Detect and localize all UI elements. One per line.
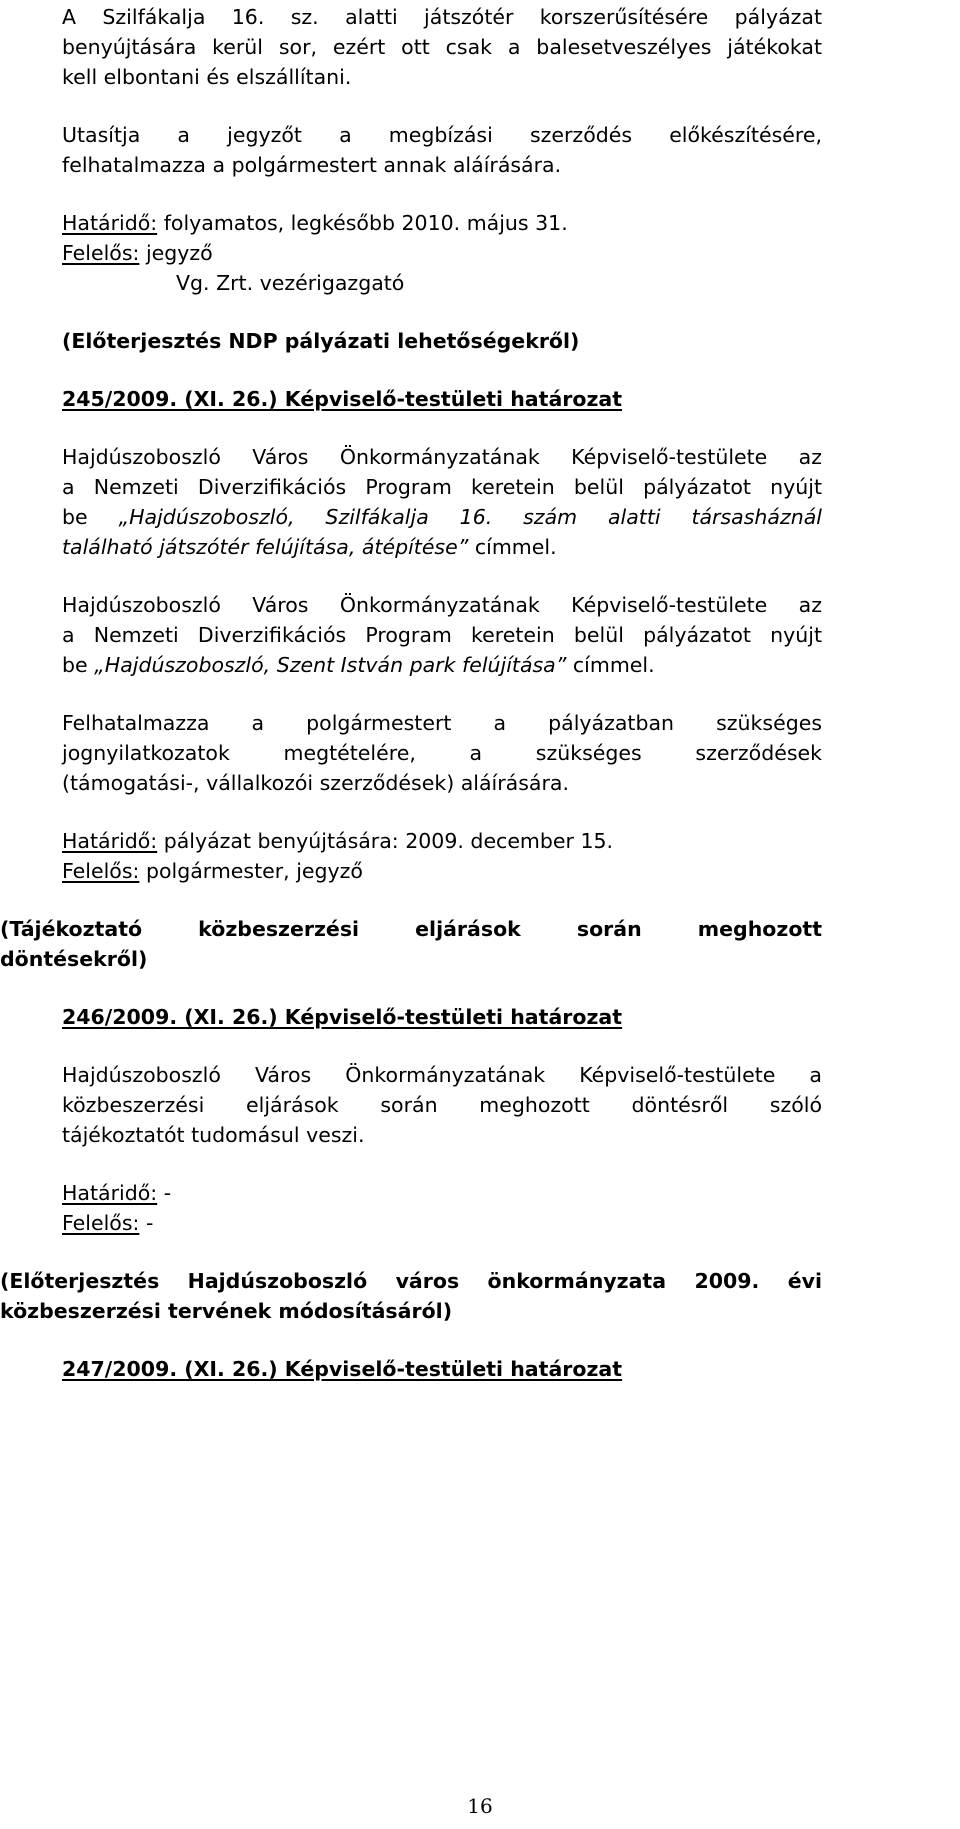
section-heading: (Előterjesztés Hajdúszoboszló város önkormányzata 2009. évi bbox=[0, 1269, 822, 1293]
intro-line: benyújtására kerül sor, ezért ott csak a balesetveszélyes játékokat bbox=[62, 35, 822, 59]
intro-line: A Szilfákalja 16. sz. alatti játszótér korszerűsítésére pályázat bbox=[62, 5, 822, 29]
project-title: „Hajdúszoboszló, Szent István park felújítása” bbox=[94, 653, 567, 677]
deadline-value: - bbox=[157, 1181, 172, 1205]
paragraph-line: a Nemzeti Diverzifikációs Program keretein belül pályázatot nyújt bbox=[62, 475, 822, 499]
deadline-line bbox=[62, 828, 613, 854]
paragraph-text: címmel. bbox=[468, 535, 557, 559]
contract-line: felhatalmazza a polgármestert annak aláírására. bbox=[62, 153, 562, 177]
resolution-title: 246/2009. (XI. 26.) Képviselő-testületi határozat bbox=[62, 1005, 623, 1029]
paragraph-line: Hajdúszoboszló Város Önkormányzatának Képviselő-testülete az bbox=[62, 445, 822, 469]
contract-line: Utasítja a jegyzőt a megbízási szerződés előkészítésére, bbox=[62, 123, 822, 147]
deadline-value: pályázat benyújtására: 2009. december 15. bbox=[157, 829, 614, 853]
section-heading: döntésekről) bbox=[0, 947, 148, 971]
paragraph-line: közbeszerzési eljárások során meghozott döntésről szóló bbox=[62, 1093, 822, 1117]
responsible-label: Felelős: bbox=[62, 1211, 140, 1235]
project-title: található játszótér felújítása, átépítése” bbox=[62, 535, 469, 559]
responsible-line bbox=[62, 1210, 153, 1236]
paragraph-line: Felhatalmazza a polgármestert a pályázatban szükséges bbox=[62, 711, 822, 735]
paragraph-line: (támogatási-, vállalkozói szerződések) aláírására. bbox=[62, 771, 569, 795]
project-title: „Hajdúszoboszló, Szilfákalja 16. szám alatti társasháznál bbox=[118, 505, 822, 529]
paragraph-line: tájékoztatót tudomásul veszi. bbox=[62, 1123, 365, 1147]
paragraph-line: Hajdúszoboszló Város Önkormányzatának Képviselő-testülete a bbox=[62, 1063, 822, 1087]
paragraph-line: Hajdúszoboszló Város Önkormányzatának Képviselő-testülete az bbox=[62, 593, 822, 617]
responsible-label: Felelős: bbox=[62, 241, 140, 265]
paragraph-line bbox=[62, 534, 557, 560]
deadline-value: folyamatos, legkésőbb 2010. május 31. bbox=[157, 211, 568, 235]
deadline-line bbox=[62, 1180, 171, 1206]
paragraph-line bbox=[62, 504, 822, 530]
responsible-value: polgármester, jegyző bbox=[139, 859, 363, 883]
paragraph-text: be bbox=[62, 653, 95, 677]
paragraph-text: címmel. bbox=[566, 653, 655, 677]
section-heading: (Tájékoztató közbeszerzési eljárások során meghozott bbox=[0, 917, 822, 941]
paragraph-text: be bbox=[62, 505, 119, 529]
responsible-label: Felelős: bbox=[62, 859, 140, 883]
responsible-line bbox=[62, 240, 213, 266]
responsible-value-2: Vg. Zrt. vezérigazgató bbox=[176, 271, 405, 295]
paragraph-line bbox=[62, 652, 655, 678]
intro-line: kell elbontani és elszállítani. bbox=[62, 65, 352, 89]
paragraph-line: jognyilatkozatok megtételére, a szükséges szerződések bbox=[62, 741, 822, 765]
deadline-label: Határidő: bbox=[62, 211, 158, 235]
section-heading: (Előterjesztés NDP pályázati lehetőségekről) bbox=[62, 329, 580, 353]
page-number: 16 bbox=[467, 1794, 493, 1818]
responsible-value: - bbox=[139, 1211, 154, 1235]
deadline-label: Határidő: bbox=[62, 829, 158, 853]
resolution-title: 245/2009. (XI. 26.) Képviselő-testületi határozat bbox=[62, 387, 623, 411]
deadline-line bbox=[62, 210, 568, 236]
section-heading: közbeszerzési tervének módosításáról) bbox=[0, 1299, 453, 1323]
responsible-value: jegyző bbox=[139, 241, 213, 265]
resolution-title: 247/2009. (XI. 26.) Képviselő-testületi határozat bbox=[62, 1357, 623, 1381]
paragraph-line: a Nemzeti Diverzifikációs Program keretein belül pályázatot nyújt bbox=[62, 623, 822, 647]
deadline-label: Határidő: bbox=[62, 1181, 158, 1205]
responsible-line bbox=[62, 858, 363, 884]
